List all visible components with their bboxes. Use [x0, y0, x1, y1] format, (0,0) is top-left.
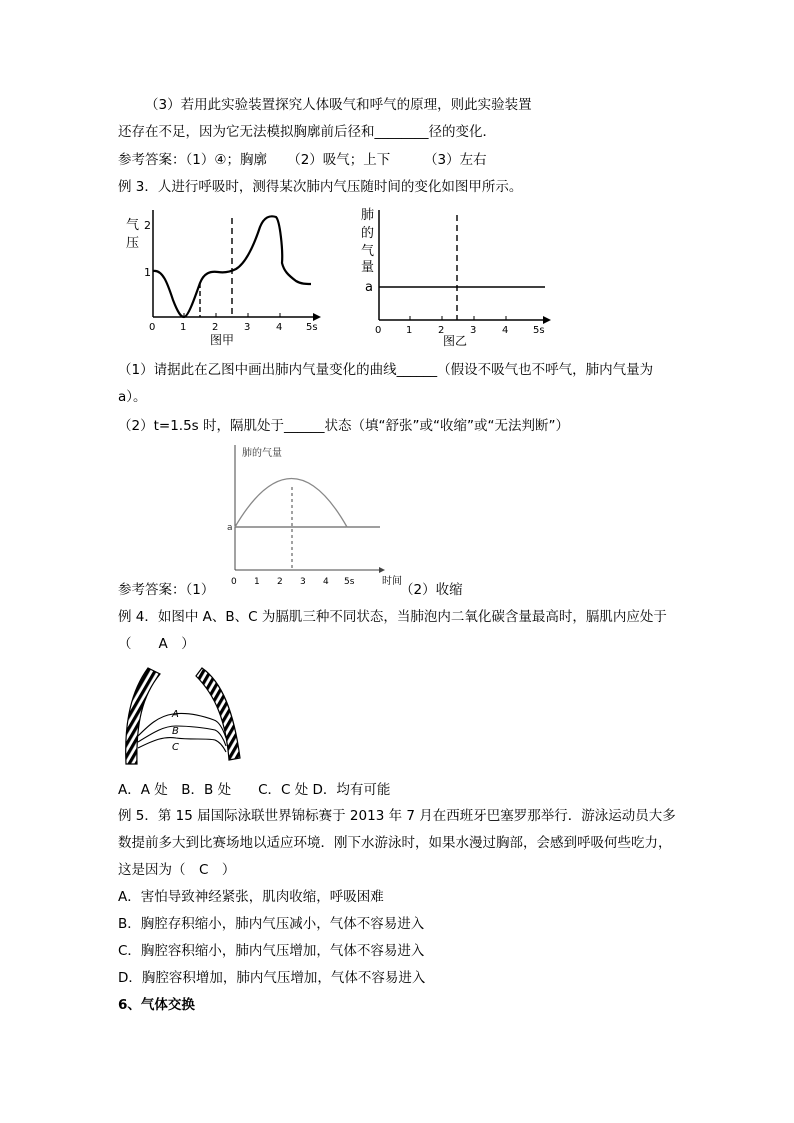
jia-xtick-5: 5s	[306, 322, 318, 333]
answer-xtick-2: 2	[277, 577, 283, 587]
jia-ylabel-2: 压	[126, 236, 140, 251]
answer-curve	[235, 479, 347, 528]
example5-option-c: C．胸腔容积缩小，肺内气压增加，气体不容易进入	[118, 943, 425, 959]
yi-xtick-3: 3	[470, 325, 477, 336]
diaphragm-b	[138, 726, 226, 746]
jia-ylabel-1: 气	[126, 218, 140, 233]
yi-xtick-1: 1	[406, 325, 413, 336]
example4-answer: （ A ）	[118, 636, 195, 652]
rib-left	[126, 668, 160, 764]
answer-xtick-3: 3	[300, 577, 306, 587]
answer-xlabel: 时间	[382, 576, 402, 587]
diaphragm-label-c: C	[172, 742, 179, 753]
answer-xtick-5: 5s	[344, 577, 355, 587]
example4-title: 例 4．如图中 A、B、C 为膈肌三种不同状态，当肺泡内二氧化碳含量最高时，膈肌内应处于	[118, 609, 667, 625]
ex3-q1-line2: a）。	[118, 389, 147, 405]
answer-ex2: 参考答案：（1）④；胸廓 （2）吸气；上下 （3）左右	[118, 152, 487, 168]
yi-caption: 图乙	[443, 334, 468, 348]
example5-line3: 这是因为（ C ）	[118, 862, 236, 878]
q3-line2: 还存在不足，因为它无法模拟胸廓前后径和________径的变化．	[118, 124, 496, 140]
figure-answer	[222, 440, 412, 590]
yi-xtick-5: 5s	[533, 325, 545, 336]
jia-caption: 图甲	[210, 333, 235, 347]
jia-xtick-2: 2	[212, 322, 219, 333]
jia-xtick-3: 3	[244, 322, 251, 333]
answer-ylabel: 肺的气量	[242, 448, 282, 459]
yi-xtick-0: 0	[375, 325, 382, 336]
jia-x-arrow	[313, 313, 321, 321]
answer-xtick-4: 4	[323, 577, 329, 587]
jia-ytick-2: 2	[144, 219, 151, 232]
rib-right	[196, 668, 240, 760]
jia-ytick-1: 1	[144, 266, 151, 279]
yi-ylabel-2: 的	[361, 226, 375, 241]
answer-xtick-0: 0	[231, 577, 237, 587]
diaphragm-c	[138, 737, 226, 752]
answer-xtick-1: 1	[254, 577, 260, 587]
answer-ex3-b: （2）收缩	[400, 582, 463, 598]
example5-option-b: B．胸腔存积缩小，肺内气压减小，气体不容易进入	[118, 916, 425, 932]
yi-ylabel-3: 气	[361, 244, 375, 259]
yi-x-arrow	[543, 316, 551, 324]
jia-xtick-1: 1	[180, 322, 187, 333]
jia-xtick-4: 4	[276, 322, 283, 333]
yi-a-label: a	[365, 280, 373, 295]
example5-line1: 例 5．第 15 届国际泳联世界锦标赛于 2013 年 7 月在西班牙巴塞罗那举行．游泳运动员大多	[118, 808, 676, 824]
yi-ylabel-4: 量	[361, 260, 375, 275]
example5-option-d: D．胸腔容积增加，肺内气压增加，气体不容易进入	[118, 970, 426, 986]
yi-ylabel-1: 肺	[361, 208, 375, 223]
figure-jia	[118, 205, 323, 355]
diaphragm-label-b: B	[172, 726, 179, 737]
figure-diaphragm	[118, 660, 248, 772]
example5-line2: 数提前多大到比赛场地以适应环境．刚下水游泳时，如果水漫过胸部，会感到呼吸何些吃力，	[118, 835, 672, 851]
yi-xtick-2: 2	[438, 325, 445, 336]
yi-xtick-4: 4	[502, 325, 509, 336]
answer-x-arrow	[379, 567, 385, 573]
example3-title: 例 3．人进行呼吸时，测得某次肺内气压随时间的变化如图甲所示。	[118, 179, 523, 195]
ex3-q2: （2）t=1.5s 时，隔肌处于______状态（填“舒张”或“收缩”或“无法判断”）	[118, 418, 569, 434]
q3-line1: （3）若用此实验装置探究人体吸气和呼气的原理，则此实验装置	[145, 97, 532, 113]
answer-ex3-a: 参考答案：（1）	[118, 582, 215, 598]
section-heading-gas-exchange: 6、气体交换	[118, 997, 195, 1013]
example5-option-a: A．害怕导致神经紧张，肌肉收缩，呼吸困难	[118, 889, 384, 905]
answer-a-label: a	[227, 523, 233, 533]
figure-yi	[355, 205, 555, 355]
example4-options: A．A 处 B．B 处 C．C 处 D．均有可能	[118, 782, 391, 798]
ex3-q1-line1: （1）请据此在乙图中画出肺内气量变化的曲线______（假设不吸气也不呼气，肺内气量为	[118, 362, 654, 378]
jia-xtick-0: 0	[149, 322, 156, 333]
diaphragm-label-a: A	[172, 709, 179, 720]
